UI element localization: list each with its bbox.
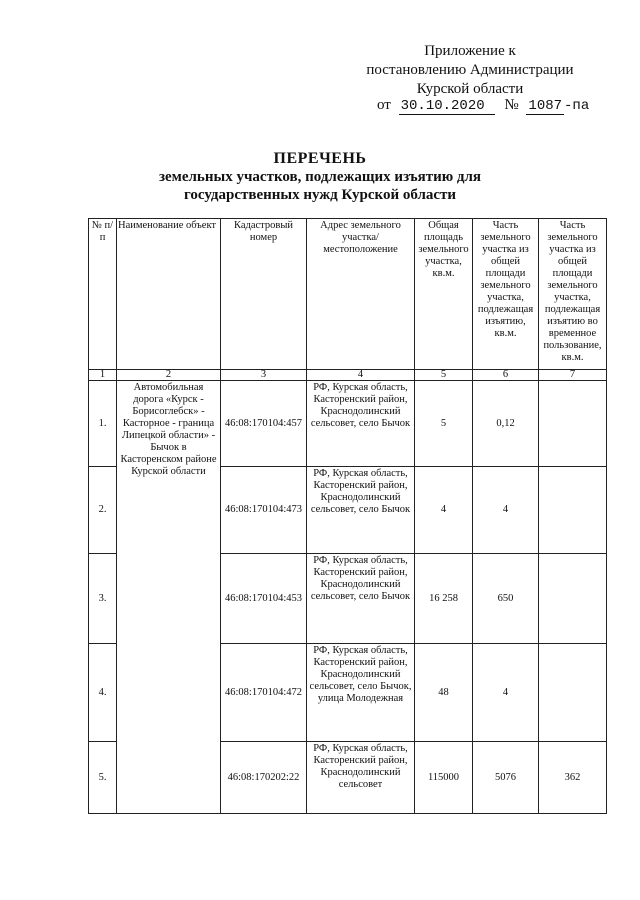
row-number: 2. xyxy=(89,467,117,554)
temp-cell xyxy=(539,467,607,554)
cadastral-number: 46:08:170104:473 xyxy=(221,467,307,554)
address-cell: РФ, Курская область, Касторенский район, Краснодолинский сельсовет, село Бычок xyxy=(307,467,415,554)
column-number: 6 xyxy=(473,370,539,381)
header-object: Наименование объект xyxy=(117,219,221,370)
address-cell: РФ, Курская область, Касторенский район, Краснодолинский сельсовет, село Бычок xyxy=(307,554,415,644)
area-cell: 115000 xyxy=(415,742,473,814)
area-cell: 5 xyxy=(415,381,473,467)
cadastral-number: 46:08:170104:472 xyxy=(221,644,307,742)
header-num: № п/п xyxy=(89,219,117,370)
order-date: 30.10.2020 xyxy=(399,98,495,115)
column-number: 4 xyxy=(307,370,415,381)
row-number: 3. xyxy=(89,554,117,644)
header-temp: Часть земельного участка из общей площади земельного участка, подлежащая изъятию во временное пользование, кв.м. xyxy=(539,219,607,370)
document-title: ПЕРЕЧЕНЬ xyxy=(273,150,367,167)
area-cell: 4 xyxy=(415,467,473,554)
header-part: Часть земельного участка из общей площади земельного участка, подлежащая изъятию, кв.м. xyxy=(473,219,539,370)
appendix-line-1: Приложение к xyxy=(424,43,516,59)
address-cell: РФ, Курская область, Касторенский район, Краснодолинский сельсовет xyxy=(307,742,415,814)
row-number: 4. xyxy=(89,644,117,742)
land-plots-table xyxy=(88,218,607,814)
number-sign: № xyxy=(504,97,519,113)
order-number: 1087 xyxy=(528,98,563,114)
header-area: Общая площадь земельного участка, кв.м. xyxy=(415,219,473,370)
temp-cell xyxy=(539,554,607,644)
column-number: 7 xyxy=(539,370,607,381)
cadastral-number: 46:08:170104:453 xyxy=(221,554,307,644)
row-number: 1. xyxy=(89,381,117,467)
part-cell: 4 xyxy=(473,644,539,742)
appendix-line-2: постановлению Администрации xyxy=(366,62,574,78)
column-number: 1 xyxy=(89,370,117,381)
temp-cell xyxy=(539,381,607,467)
part-cell: 4 xyxy=(473,467,539,554)
appendix-line-3: Курской области xyxy=(416,81,524,97)
table-header-row xyxy=(89,219,607,370)
part-cell: 5076 xyxy=(473,742,539,814)
order-suffix: -па xyxy=(564,98,590,114)
part-cell: 650 xyxy=(473,554,539,644)
table-row xyxy=(89,381,607,467)
cadastral-number: 46:08:170202:22 xyxy=(221,742,307,814)
address-cell: РФ, Курская область, Касторенский район, Краснодолинский сельсовет, село Бычок xyxy=(307,381,415,467)
appendix-caption xyxy=(340,42,600,99)
object-name-cell: Автомобильная дорога «Курск - Борисоглебск» - Касторное - граница Липецкой области» - Бычок в Касторенском районе Курской области xyxy=(117,381,221,814)
order-reference xyxy=(377,97,589,115)
header-cadastral: Кадастровый номер xyxy=(221,219,307,370)
column-number: 5 xyxy=(415,370,473,381)
address-cell: РФ, Курская область, Касторенский район, Краснодолинский сельсовет, село Бычок, улица Молодежная xyxy=(307,644,415,742)
order-prefix: от xyxy=(377,97,391,113)
document-subtitle-2: государственных нужд Курской области xyxy=(183,187,457,203)
temp-cell xyxy=(539,644,607,742)
column-number: 2 xyxy=(117,370,221,381)
temp-cell: 362 xyxy=(539,742,607,814)
document-subtitle-1: земельных участков, подлежащих изъятию для xyxy=(158,169,482,185)
header-address: Адрес земельного участка/ местоположение xyxy=(307,219,415,370)
column-number: 3 xyxy=(221,370,307,381)
part-cell: 0,12 xyxy=(473,381,539,467)
area-cell: 16 258 xyxy=(415,554,473,644)
cadastral-number: 46:08:170104:457 xyxy=(221,381,307,467)
column-number-row xyxy=(89,370,607,381)
area-cell: 48 xyxy=(415,644,473,742)
row-number: 5. xyxy=(89,742,117,814)
